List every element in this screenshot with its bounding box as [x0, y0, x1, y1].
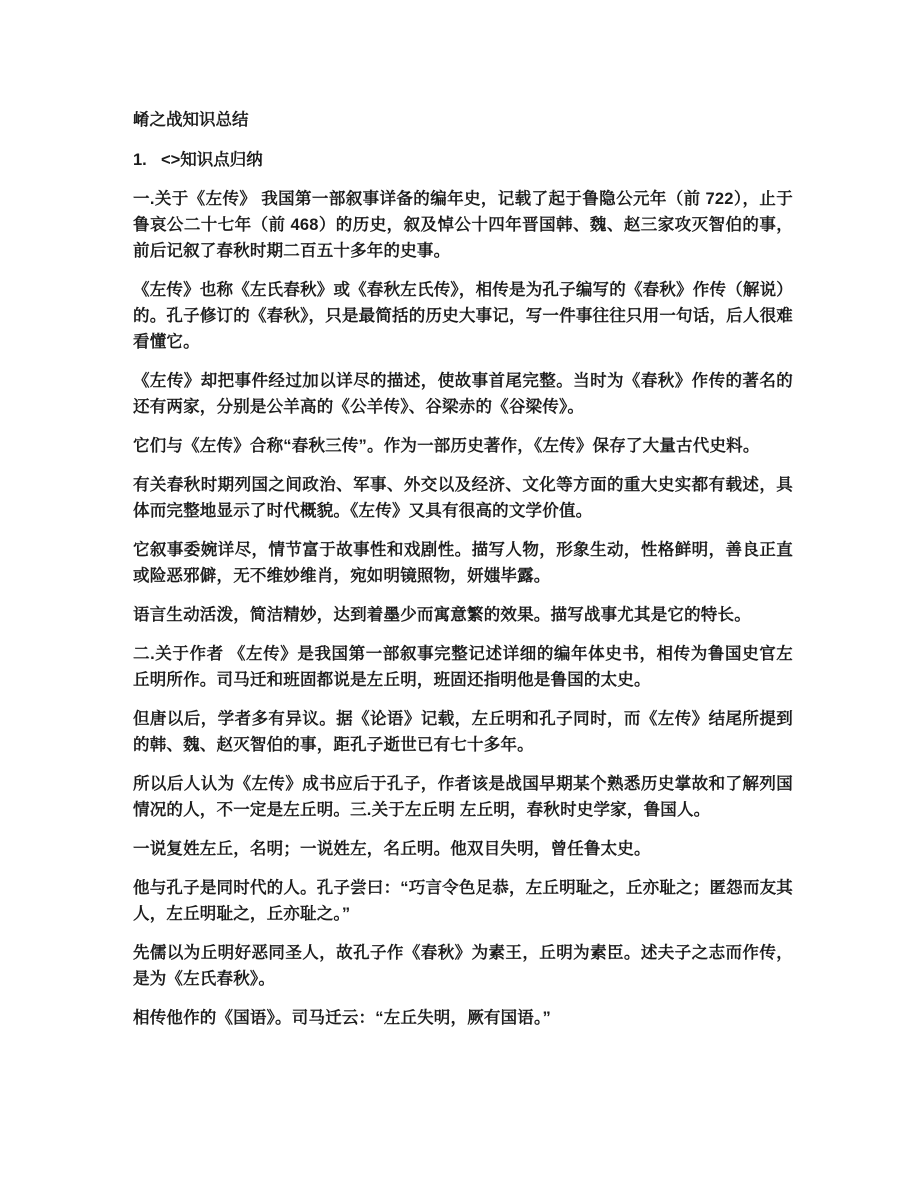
- paragraph: 《左传》却把事件经过加以详尽的描述，使故事首尾完整。当时为《春秋》作传的著名的还有两家，分别是公羊高的《公羊传》、谷梁赤的《谷梁传》。: [133, 372, 793, 416]
- paragraph: 一说复姓左丘，名明；一说姓左，名丘明。他双目失明，曾任鲁太史。: [133, 840, 651, 858]
- paragraph: 有关春秋时期列国之间政治、军事、外交以及经济、文化等方面的重大史实都有载述，具体而完整地显示了时代概貌。《左传》又具有很高的文学价值。: [133, 476, 793, 520]
- paragraph: 语言生动活泼，简洁精妙，达到着墨少而寓意繁的效果。描写战事尤其是它的特长。: [133, 606, 751, 624]
- paragraph: 一.关于《左传》 我国第一部叙事详备的编年史，记载了起于鲁隐公元年（前 722），止于鲁哀公二十七年（前 468）的历史，叙及悼公十四年晋国韩、魏、赵三家攻灭智伯的事，前后记叙了春秋时期二百五十多年的史事。: [133, 190, 793, 260]
- document-title: 崤之战知识总结: [133, 111, 249, 129]
- numbered-list-item: [133, 147, 793, 173]
- list-item-label: <>知识点归纳: [161, 151, 263, 169]
- paragraph: 它们与《左传》合称“春秋三传”。作为一部历史著作，《左传》保存了大量古代史料。: [133, 437, 760, 455]
- paragraph: 但唐以后，学者多有异议。据《论语》记载，左丘明和孔子同时，而《左传》结尾所提到的韩、魏、赵灭智伯的事，距孔子逝世已有七十多年。: [133, 710, 793, 754]
- list-item-number: 1.: [133, 151, 147, 169]
- document-body: [133, 186, 793, 1031]
- paragraph: 它叙事委婉详尽，情节富于故事性和戏剧性。描写人物，形象生动，性格鲜明，善良正直或险恶邪僻，无不维妙维肖，宛如明镜照物，妍媸毕露。: [133, 541, 793, 585]
- paragraph: 他与孔子是同时代的人。孔子尝曰：“巧言令色足恭，左丘明耻之，丘亦耻之；匿怨而友其人，左丘明耻之，丘亦耻之。”: [133, 879, 793, 923]
- paragraph: 先儒以为丘明好恶同圣人，故孔子作《春秋》为素王，丘明为素臣。述夫子之志而作传，是为《左氏春秋》。: [133, 944, 793, 988]
- paragraph: 所以后人认为《左传》成书应后于孔子，作者该是战国早期某个熟悉历史掌故和了解列国情况的人，不一定是左丘明。三.关于左丘明 左丘明，春秋时史学家，鲁国人。: [133, 775, 793, 819]
- paragraph: 相传他作的《国语》。司马迁云：“左丘失明，厥有国语。”: [133, 1009, 551, 1027]
- paragraph: 《左传》也称《左氏春秋》或《春秋左氏传》，相传是为孔子编写的《春秋》作传（解说）的。孔子修订的《春秋》，只是最简括的历史大事记，写一件事往往只用一句话，后人很难看懂它。: [133, 281, 793, 351]
- paragraph: 二.关于作者 《左传》是我国第一部叙事完整记述详细的编年体史书，相传为鲁国史官左丘明所作。司马迁和班固都说是左丘明，班固还指明他是鲁国的太史。: [133, 645, 793, 689]
